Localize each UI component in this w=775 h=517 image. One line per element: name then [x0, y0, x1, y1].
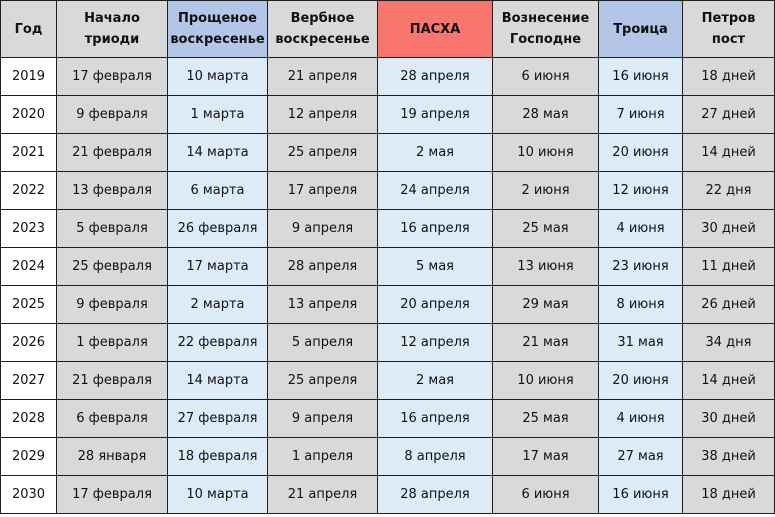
- triodion-start-cell: 21 февраля: [57, 134, 168, 172]
- trinity-cell: 20 июня: [599, 362, 683, 400]
- trinity-cell: 7 июня: [599, 96, 683, 134]
- pascha-cell: 28 апреля: [378, 476, 493, 514]
- peters-fast-cell: 38 дней: [683, 438, 775, 476]
- palm-sunday-cell: 25 апреля: [268, 362, 378, 400]
- table-row: [1, 362, 775, 400]
- forgiveness-sunday-cell: 22 февраля: [168, 324, 268, 362]
- palm-sunday-cell: 9 апреля: [268, 400, 378, 438]
- palm-sunday-cell: 1 апреля: [268, 438, 378, 476]
- pascha-cell: 5 мая: [378, 248, 493, 286]
- table-row: [1, 210, 775, 248]
- ascension-cell: 6 июня: [493, 58, 599, 96]
- forgiveness-sunday-cell: 17 марта: [168, 248, 268, 286]
- year-cell: 2022: [1, 172, 57, 210]
- header-year: Год: [1, 1, 57, 58]
- palm-sunday-cell: 21 апреля: [268, 476, 378, 514]
- peters-fast-cell: 18 дней: [683, 58, 775, 96]
- trinity-cell: 23 июня: [599, 248, 683, 286]
- triodion-start-cell: 9 февраля: [57, 96, 168, 134]
- year-cell: 2021: [1, 134, 57, 172]
- table-body: [1, 58, 775, 514]
- forgiveness-sunday-cell: 1 марта: [168, 96, 268, 134]
- table-row: [1, 476, 775, 514]
- ascension-cell: 29 мая: [493, 286, 599, 324]
- triodion-start-cell: 5 февраля: [57, 210, 168, 248]
- year-cell: 2023: [1, 210, 57, 248]
- ascension-cell: 10 июня: [493, 134, 599, 172]
- header-ascension: Вознесение Господне: [493, 1, 599, 58]
- palm-sunday-cell: 25 апреля: [268, 134, 378, 172]
- ascension-cell: 6 июня: [493, 476, 599, 514]
- triodion-start-cell: 6 февраля: [57, 400, 168, 438]
- pascha-cell: 19 апреля: [378, 96, 493, 134]
- year-cell: 2028: [1, 400, 57, 438]
- trinity-cell: 27 мая: [599, 438, 683, 476]
- peters-fast-cell: 26 дней: [683, 286, 775, 324]
- year-cell: 2027: [1, 362, 57, 400]
- pascha-cell: 16 апреля: [378, 210, 493, 248]
- palm-sunday-cell: 12 апреля: [268, 96, 378, 134]
- triodion-start-cell: 21 февраля: [57, 362, 168, 400]
- triodion-start-cell: 17 февраля: [57, 58, 168, 96]
- table-row: [1, 400, 775, 438]
- header-pascha: ПАСХА: [378, 1, 493, 58]
- trinity-cell: 12 июня: [599, 172, 683, 210]
- palm-sunday-cell: 21 апреля: [268, 58, 378, 96]
- header-palm-sunday: Вербное воскресенье: [268, 1, 378, 58]
- forgiveness-sunday-cell: 10 марта: [168, 58, 268, 96]
- pascha-cell: 20 апреля: [378, 286, 493, 324]
- table-row: [1, 324, 775, 362]
- pascha-cell: 28 апреля: [378, 58, 493, 96]
- header-row: [1, 1, 775, 58]
- ascension-cell: 21 мая: [493, 324, 599, 362]
- table-row: [1, 172, 775, 210]
- triodion-start-cell: 13 февраля: [57, 172, 168, 210]
- year-cell: 2024: [1, 248, 57, 286]
- table-row: [1, 134, 775, 172]
- peters-fast-cell: 18 дней: [683, 476, 775, 514]
- pascha-cell: 16 апреля: [378, 400, 493, 438]
- year-cell: 2025: [1, 286, 57, 324]
- trinity-cell: 31 мая: [599, 324, 683, 362]
- pascha-cell: 2 мая: [378, 134, 493, 172]
- pascha-cell: 12 апреля: [378, 324, 493, 362]
- peters-fast-cell: 14 дней: [683, 362, 775, 400]
- table-row: [1, 58, 775, 96]
- table-row: [1, 438, 775, 476]
- ascension-cell: 28 мая: [493, 96, 599, 134]
- peters-fast-cell: 30 дней: [683, 210, 775, 248]
- palm-sunday-cell: 28 апреля: [268, 248, 378, 286]
- header-triodion-start: Начало триоди: [57, 1, 168, 58]
- ascension-cell: 10 июня: [493, 362, 599, 400]
- pascha-cell: 2 мая: [378, 362, 493, 400]
- year-cell: 2019: [1, 58, 57, 96]
- header-forgiveness-sunday: Прощеное воскресенье: [168, 1, 268, 58]
- forgiveness-sunday-cell: 27 февраля: [168, 400, 268, 438]
- year-cell: 2030: [1, 476, 57, 514]
- header-peters-fast: Петров пост: [683, 1, 775, 58]
- peters-fast-cell: 14 дней: [683, 134, 775, 172]
- forgiveness-sunday-cell: 10 марта: [168, 476, 268, 514]
- table-row: [1, 96, 775, 134]
- ascension-cell: 2 июня: [493, 172, 599, 210]
- triodion-start-cell: 9 февраля: [57, 286, 168, 324]
- triodion-start-cell: 1 февраля: [57, 324, 168, 362]
- triodion-start-cell: 25 февраля: [57, 248, 168, 286]
- trinity-cell: 4 июня: [599, 400, 683, 438]
- ascension-cell: 13 июня: [493, 248, 599, 286]
- ascension-cell: 17 мая: [493, 438, 599, 476]
- ascension-cell: 25 мая: [493, 210, 599, 248]
- trinity-cell: 20 июня: [599, 134, 683, 172]
- pascha-cell: 24 апреля: [378, 172, 493, 210]
- peters-fast-cell: 30 дней: [683, 400, 775, 438]
- pascha-cell: 8 апреля: [378, 438, 493, 476]
- forgiveness-sunday-cell: 14 марта: [168, 134, 268, 172]
- table-row: [1, 286, 775, 324]
- trinity-cell: 4 июня: [599, 210, 683, 248]
- palm-sunday-cell: 17 апреля: [268, 172, 378, 210]
- triodion-start-cell: 17 февраля: [57, 476, 168, 514]
- forgiveness-sunday-cell: 6 марта: [168, 172, 268, 210]
- peters-fast-cell: 27 дней: [683, 96, 775, 134]
- header-trinity: Троица: [599, 1, 683, 58]
- triodion-start-cell: 28 января: [57, 438, 168, 476]
- palm-sunday-cell: 5 апреля: [268, 324, 378, 362]
- year-cell: 2026: [1, 324, 57, 362]
- peters-fast-cell: 11 дней: [683, 248, 775, 286]
- forgiveness-sunday-cell: 18 февраля: [168, 438, 268, 476]
- year-cell: 2029: [1, 438, 57, 476]
- ascension-cell: 25 мая: [493, 400, 599, 438]
- trinity-cell: 8 июня: [599, 286, 683, 324]
- forgiveness-sunday-cell: 2 марта: [168, 286, 268, 324]
- forgiveness-sunday-cell: 14 марта: [168, 362, 268, 400]
- peters-fast-cell: 22 дня: [683, 172, 775, 210]
- trinity-cell: 16 июня: [599, 476, 683, 514]
- year-cell: 2020: [1, 96, 57, 134]
- palm-sunday-cell: 9 апреля: [268, 210, 378, 248]
- table-row: [1, 248, 775, 286]
- forgiveness-sunday-cell: 26 февраля: [168, 210, 268, 248]
- palm-sunday-cell: 13 апреля: [268, 286, 378, 324]
- trinity-cell: 16 июня: [599, 58, 683, 96]
- peters-fast-cell: 34 дня: [683, 324, 775, 362]
